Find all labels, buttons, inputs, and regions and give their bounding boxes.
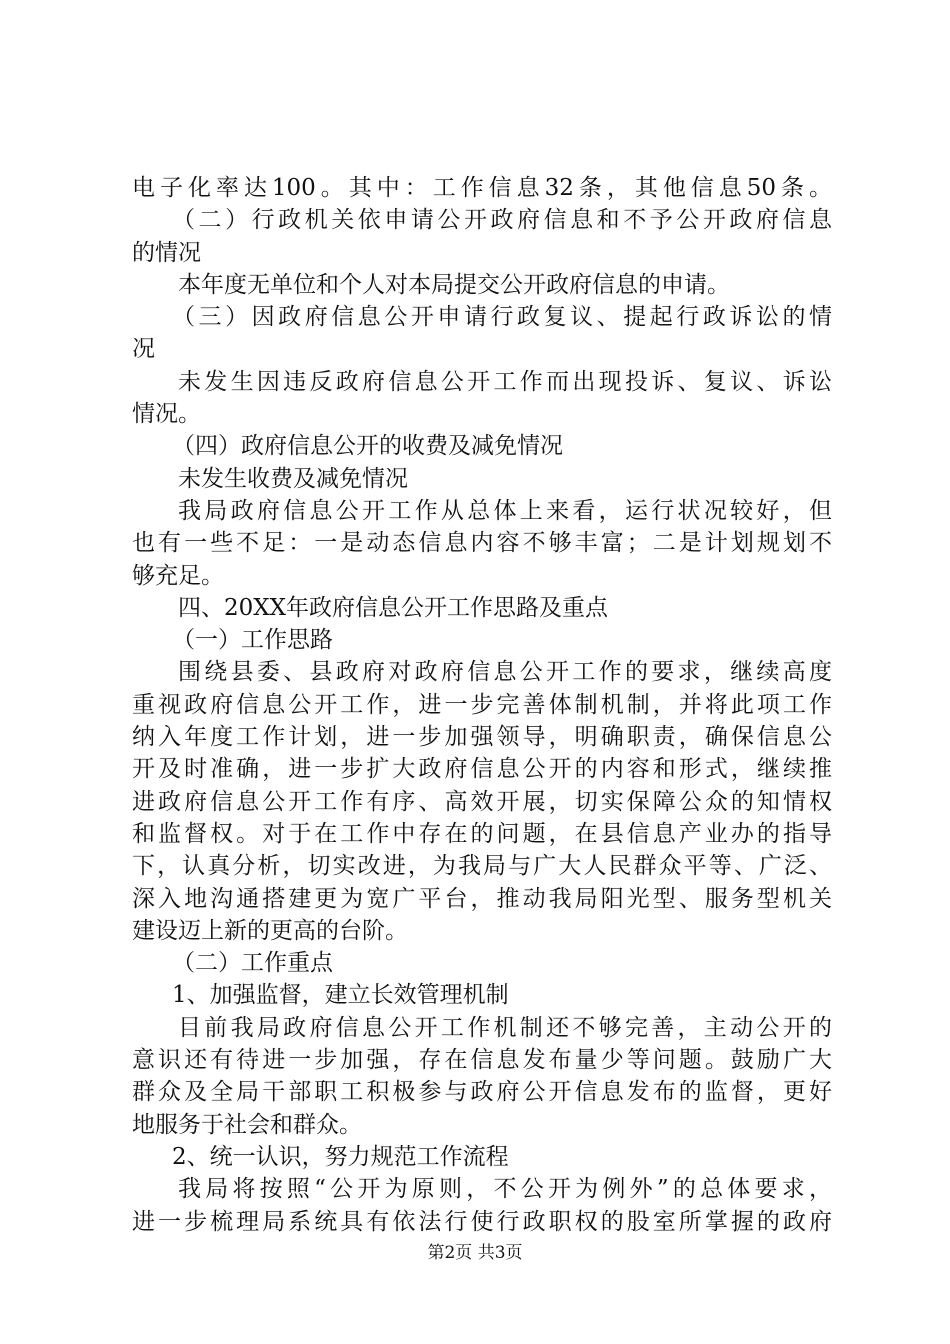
- text-line: （四）政府信息公开的收费及减免情况: [172, 433, 563, 460]
- text-line: 的情况: [132, 239, 201, 266]
- text-line: 纳入年度工作计划，进一步加强领导，明确职责，确保信息公: [132, 724, 832, 751]
- section-heading: 四、20XX年政府信息公开工作思路及重点: [178, 594, 609, 621]
- text-line: 目前我局政府信息公开工作机制还不够完善，主动公开的: [178, 1014, 832, 1041]
- document-body: [132, 172, 832, 1238]
- item-heading: 2、统一认识，努力规范工作流程: [172, 1143, 509, 1170]
- text-line: 深入地沟通搭建更为宽广平台，推动我局阳光型、服务型机关: [132, 885, 832, 912]
- subsection-heading: （二）工作重点: [172, 950, 333, 977]
- text-line: 群众及全局干部职工积极参与政府公开信息发布的监督，更好: [132, 1079, 832, 1106]
- text-line: 围绕县委、县政府对政府信息公开工作的要求，继续高度: [178, 659, 832, 686]
- page-footer: 第2页 共3页: [427, 1243, 523, 1263]
- text-line: 未发生因违反政府信息公开工作而出现投诉、复议、诉讼: [178, 368, 832, 395]
- text-line: （三）因政府信息公开申请行政复议、提起行政诉讼的情: [172, 304, 832, 331]
- text-line: 够充足。: [132, 562, 224, 589]
- text-line: 也有一些不足：一是动态信息内容不够丰富；二是计划规划不: [132, 530, 832, 557]
- text-line: 进政府信息公开工作有序、高效开展，切实保障公众的知情权: [132, 788, 832, 815]
- text-line: 开及时准确，进一步扩大政府信息公开的内容和形式，继续推: [132, 756, 832, 783]
- text-line: 意识还有待进一步加强，存在信息发布量少等问题。鼓励广大: [132, 1047, 832, 1074]
- item-heading: 1、加强监督，建立长效管理机制: [172, 982, 509, 1009]
- text-line: 地服务于社会和群众。: [132, 1111, 362, 1138]
- text-line: 电子化率达100。其中：工作信息32条，其他信息50条。: [132, 175, 832, 201]
- text-line: 未发生收费及减免情况: [178, 465, 408, 492]
- text-line: 本年度无单位和个人对本局提交公开政府信息的申请。: [178, 271, 730, 298]
- text-line: 况: [132, 336, 155, 363]
- text-line: 和监督权。对于在工作中存在的问题，在县信息产业办的指导: [132, 820, 832, 847]
- text-line: 我局将按照“公开为原则，不公开为例外”的总体要求，: [178, 1176, 832, 1203]
- text-line: 建设迈上新的更高的台阶。: [132, 917, 408, 944]
- text-line: 情况。: [132, 401, 201, 428]
- text-line: 进一步梳理局系统具有依法行使行政职权的股室所掌握的政府: [132, 1208, 832, 1235]
- text-line: 重视政府信息公开工作，进一步完善体制机制，并将此项工作: [132, 691, 832, 718]
- subsection-heading: （一）工作思路: [172, 627, 333, 654]
- text-line: 下，认真分析，切实改进，为我局与广大人民群众平等、广泛、: [132, 853, 832, 880]
- text-line: （二）行政机关依申请公开政府信息和不予公开政府信息: [172, 207, 832, 234]
- text-line: 我局政府信息公开工作从总体上来看，运行状况较好，但: [178, 497, 832, 524]
